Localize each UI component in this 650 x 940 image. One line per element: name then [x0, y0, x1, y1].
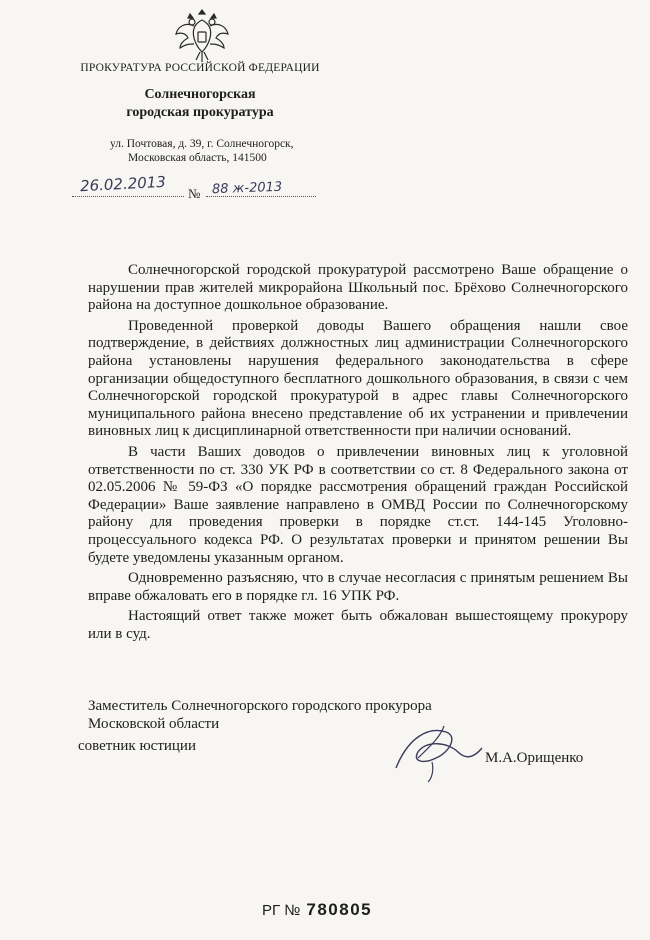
signer-position-line-1: Заместитель Солнечногорского городского прокурора: [88, 698, 432, 714]
organization-unit: [50, 86, 350, 122]
handwritten-date: 26.02.2013: [79, 172, 167, 196]
double-headed-eagle-emblem: [172, 4, 232, 68]
form-serial: [262, 900, 372, 920]
paragraph-2: Проведенной проверкой доводы Вашего обращения нашли свое подтверждение, в действиях должностных лиц администрации Солнечногорского района установлены нарушения федерального законодательства в сфере организации общедоступного бесплатного дошкольного образования, в связи с чем Солнечногорской городской прокуратурой в адрес главы Солнечногорского муниципального района внесено представление об их устранении и привлечении виновных лиц к дисциплинарной ответственности при наличии оснований.: [88, 317, 628, 440]
handwritten-number: 88 ж-2013: [211, 179, 283, 198]
serial-label: РГ №: [262, 902, 301, 919]
paragraph-3: В части Ваших доводов о привлечении виновных лиц к уголовной ответственности по ст. 330 УК РФ в соответствии со ст. 8 Федерального закона от 02.05.2006 № 59-ФЗ «О порядке рассмотрения обращений граждан Российской Федерации» Ваше заявление направлено в ОМВД России по Солнечногорскому району для проведения проверки в порядке ст.ст. 144-145 Уголовно-процессуального кодекса РФ. О результатах проверки и принятом решении Вы будете уведомлены указанным органом.: [88, 443, 628, 566]
organization-name: ПРОКУРАТУРА РОССИЙСКОЙ ФЕДЕРАЦИИ: [80, 62, 320, 74]
signer-rank: советник юстиции: [78, 738, 196, 754]
paragraph-1: Солнечногорской городской прокуратурой рассмотрено Ваше обращение о нарушении прав жителей микрорайона Школьный пос. Брёхово Солнечногорского района на доступное дошкольное образование.: [88, 262, 628, 314]
unit-line-2: городская прокуратура: [126, 105, 274, 120]
paragraph-4: Одновременно разъясняю, что в случае несогласия с принятым решением Вы вправе обжаловать его в порядке гл. 16 УПК РФ.: [88, 570, 628, 604]
unit-line-1: Солнечногорская: [144, 87, 256, 102]
paragraph-5: Настоящий ответ также может быть обжалован вышестоящему прокурору или в суд.: [88, 608, 628, 642]
serial-number: 780805: [306, 900, 373, 919]
handwritten-signature: [388, 718, 488, 786]
number-sign: №: [188, 186, 201, 201]
number-underline: [206, 196, 316, 198]
date-underline: [72, 196, 184, 198]
signer-position-line-2: Московской области: [88, 715, 220, 732]
address-line-1: ул. Почтовая, д. 39, г. Солнечногорск,: [110, 138, 294, 150]
letter-body: [88, 262, 628, 646]
signer-position: [88, 698, 432, 733]
address-line-2: Московская область, 141500: [128, 152, 267, 164]
organization-address: [50, 137, 350, 165]
signer-name: М.А.Орищенко: [485, 750, 584, 766]
